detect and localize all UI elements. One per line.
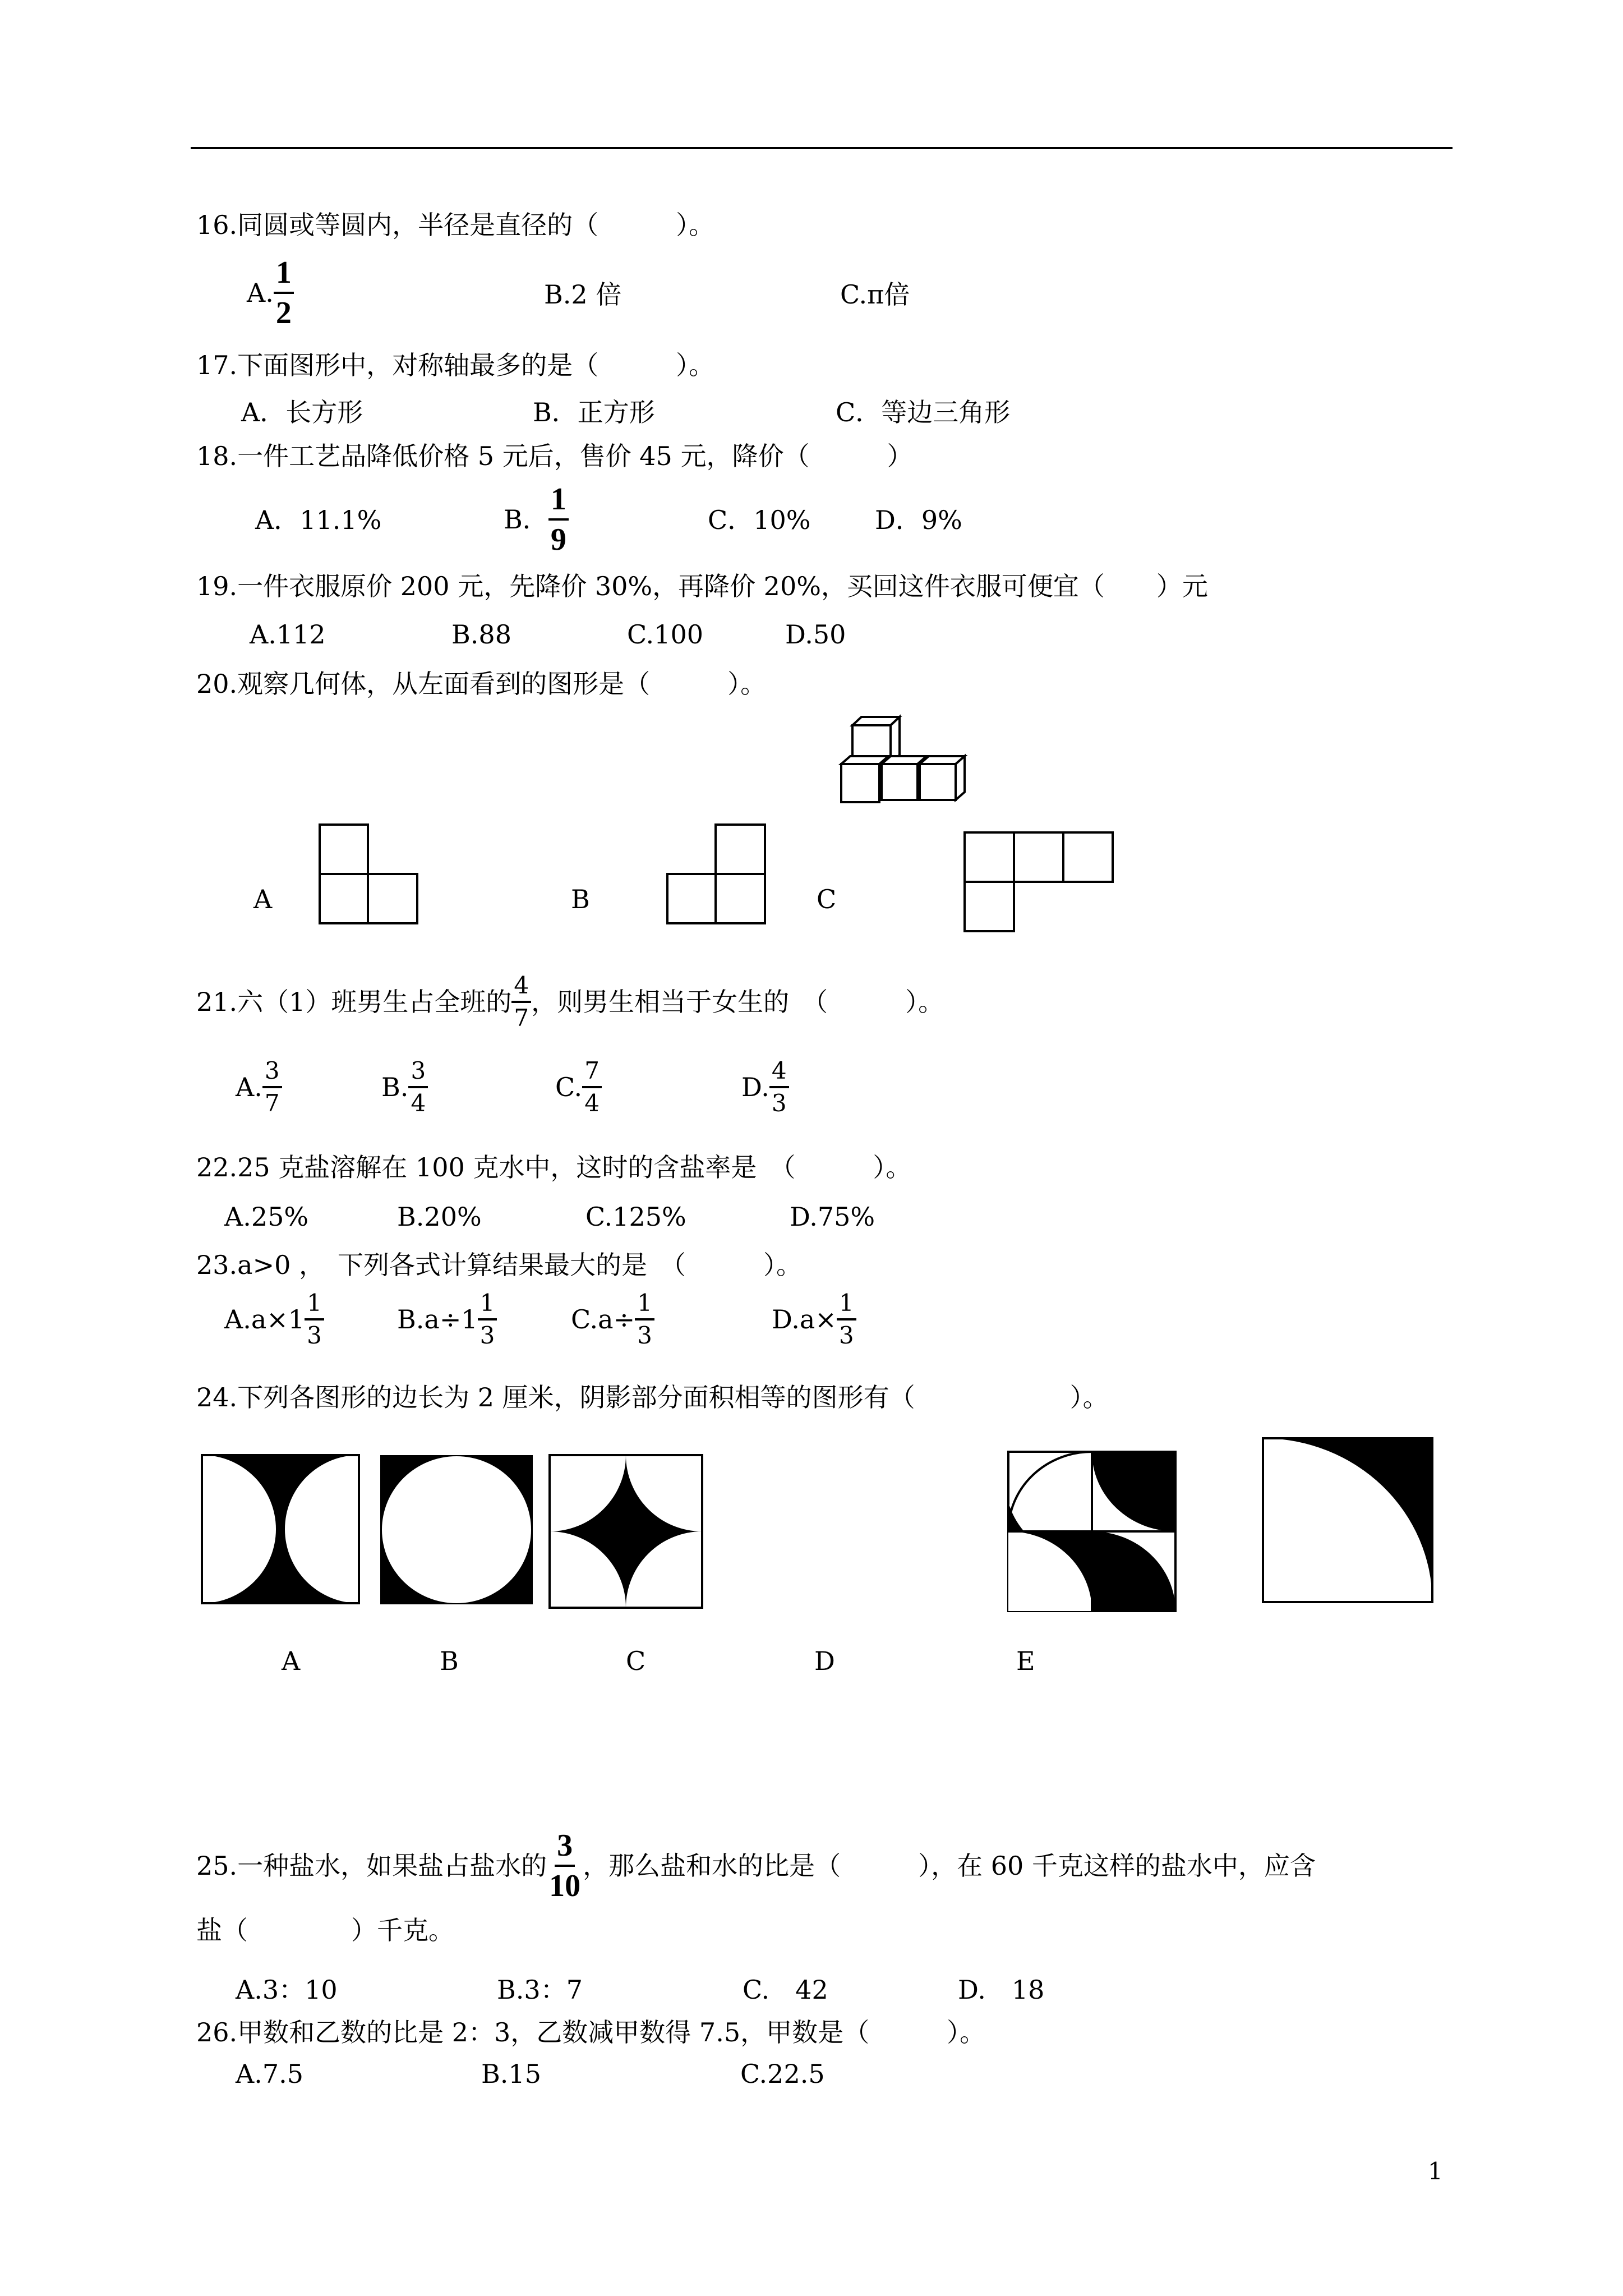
q20-solid-figure [836, 717, 987, 818]
q18-b-numerator: 1 [548, 484, 569, 521]
q25-stem-pre: 25.一种盐水，如果盐占盐水的 [196, 1851, 547, 1881]
q20-label-b: B [571, 884, 590, 914]
q25-stem-post: ，那么盐和水的比是（ ），在 60 千克这样的盐水中，应含 [583, 1851, 1316, 1881]
q21-a-numerator: 3 [262, 1059, 282, 1088]
q21-d-prefix: D. [741, 1072, 769, 1102]
q24-figure-c [548, 1454, 703, 1609]
q16-option-a [247, 257, 294, 329]
q23-d-numerator: 1 [837, 1291, 856, 1320]
q16-a-denominator: 2 [275, 296, 292, 330]
q17-option-b: B．正方形 [533, 397, 655, 427]
q23-d-prefix: D.a× [772, 1304, 837, 1335]
q23-stem: 23.a>0 ， 下列各式计算结果最大的是 （ ）。 [196, 1250, 803, 1280]
q24-label-a: A [282, 1646, 301, 1676]
q20-label-c: C [817, 884, 837, 914]
q26-option-b: B.15 [481, 2059, 541, 2089]
q18-option-a: A．11.1% [255, 505, 382, 535]
q24-figure-b [379, 1454, 534, 1605]
q21-a-denominator: 7 [264, 1089, 280, 1117]
q16-option-b: B.2 倍 [544, 279, 622, 310]
q23-option-b [397, 1291, 497, 1347]
q25-option-c: C. 42 [743, 1975, 828, 2005]
q23-c-numerator: 1 [635, 1291, 654, 1320]
q19-stem: 19.一件衣服原价 200 元，先降价 30%，再降价 20%，买回这件衣服可便宜（ ）元 [196, 571, 1208, 601]
header-rule [191, 147, 1453, 149]
q23-a-fraction [305, 1291, 324, 1347]
q21-option-d [741, 1059, 789, 1115]
q21-c-fraction [582, 1059, 602, 1115]
q23-c-denominator: 3 [637, 1322, 652, 1349]
q21-c-numerator: 7 [582, 1059, 602, 1088]
q26-option-a: A.7.5 [236, 2059, 303, 2089]
q21-option-c [555, 1059, 602, 1115]
q24-figure-e [1262, 1437, 1433, 1603]
q21-a-prefix: A. [236, 1072, 262, 1102]
q19-option-a: A.112 [250, 619, 326, 650]
q21-stem-fraction [511, 974, 531, 1030]
q20-option-b-figure [666, 823, 767, 927]
q23-option-c [571, 1291, 654, 1347]
q24-figure-a [201, 1454, 361, 1605]
q21-b-prefix: B. [381, 1072, 409, 1102]
q16-option-c: C.π倍 [840, 279, 910, 310]
q21-stem-denominator: 7 [514, 1004, 529, 1032]
q21-d-denominator: 3 [771, 1089, 787, 1117]
q23-a-prefix: A.a×1 [224, 1304, 305, 1335]
q26-stem: 26.甲数和乙数的比是 2：3，乙数减甲数得 7.5，甲数是（ ）。 [196, 2017, 986, 2047]
q21-stem-post: ，则男生相当于女生的 （ ）。 [531, 987, 944, 1017]
q21-b-numerator: 3 [408, 1059, 428, 1088]
q25-stem-denominator: 10 [549, 1869, 581, 1903]
q23-a-denominator: 3 [307, 1322, 322, 1349]
q23-d-fraction [837, 1291, 856, 1347]
q22-option-a: A.25% [224, 1202, 309, 1232]
q21-d-fraction [769, 1059, 789, 1115]
page-number: 1 [1428, 2157, 1443, 2185]
q23-c-prefix: C.a÷ [571, 1304, 635, 1335]
q21-a-fraction [262, 1059, 282, 1115]
q19-option-c: C.100 [627, 619, 703, 650]
q23-c-fraction [635, 1291, 654, 1347]
q22-option-d: D.75% [790, 1202, 875, 1232]
q22-option-c: C.125% [585, 1202, 686, 1232]
q21-b-fraction [408, 1059, 428, 1115]
q24-stem: 24.下列各图形的边长为 2 厘米，阴影部分面积相等的图形有（ ）。 [196, 1382, 1109, 1412]
q16-a-fraction [274, 257, 294, 329]
q16-a-numerator: 1 [274, 257, 294, 294]
q20-option-c-figure [963, 831, 1115, 935]
q21-c-denominator: 4 [584, 1089, 600, 1117]
q25-option-a: A.3：10 [236, 1975, 338, 2005]
q23-b-denominator: 3 [479, 1322, 495, 1349]
q23-option-d [772, 1291, 856, 1347]
q18-b-fraction [548, 484, 569, 555]
q25-stem-line2: 盐（ ）千克。 [196, 1915, 454, 1945]
q19-option-b: B.88 [451, 619, 511, 650]
q17-option-a: A．长方形 [241, 397, 363, 427]
q21-d-numerator: 4 [769, 1059, 789, 1088]
q23-a-numerator: 1 [305, 1291, 324, 1320]
q17-option-c: C．等边三角形 [836, 397, 1011, 427]
q18-option-b [504, 484, 569, 555]
q18-option-c: C．10% [708, 505, 811, 535]
q23-b-prefix: B.a÷1 [397, 1304, 478, 1335]
q21-option-b [381, 1059, 428, 1115]
q18-option-d: D．9% [875, 505, 962, 535]
q23-b-numerator: 1 [478, 1291, 497, 1320]
q20-option-a-figure [319, 823, 419, 927]
q25-stem-fraction [547, 1830, 583, 1902]
q22-stem: 22.25 克盐溶解在 100 克水中，这时的含盐率是 （ ）。 [196, 1152, 912, 1182]
q25-stem [196, 1830, 1316, 1902]
q18-b-denominator: 9 [550, 522, 566, 557]
q18-b-prefix: B． [504, 504, 548, 535]
q21-c-prefix: C. [555, 1072, 583, 1102]
q16-stem: 16.同圆或等圆内，半径是直径的（ ）。 [196, 210, 715, 240]
q24-label-d: D [814, 1646, 835, 1676]
q18-stem: 18.一件工艺品降低价格 5 元后，售价 45 元，降价（ ） [196, 441, 913, 471]
q23-option-a [224, 1291, 324, 1347]
q25-option-b: B.3：7 [497, 1975, 583, 2005]
q24-label-b: B [440, 1646, 459, 1676]
q23-b-fraction [478, 1291, 497, 1347]
q20-stem: 20.观察几何体，从左面看到的图形是（ ）。 [196, 669, 767, 699]
q17-stem: 17.下面图形中，对称轴最多的是（ ）。 [196, 350, 715, 380]
q23-d-denominator: 3 [838, 1322, 854, 1349]
q24-label-e: E [1016, 1646, 1035, 1676]
q19-option-d: D.50 [785, 619, 846, 650]
q16-a-prefix: A. [247, 278, 274, 308]
q24-label-c: C [626, 1646, 646, 1676]
q21-stem [196, 974, 944, 1030]
q21-option-a [236, 1059, 282, 1115]
q24-figure-d [1007, 1451, 1177, 1612]
q21-b-denominator: 4 [411, 1089, 426, 1117]
q25-stem-numerator: 3 [555, 1830, 575, 1867]
q21-stem-numerator: 4 [511, 974, 531, 1003]
q26-option-c: C.22.5 [740, 2059, 825, 2089]
q25-option-d: D. 18 [958, 1975, 1045, 2005]
q21-stem-pre: 21.六（1）班男生占全班的 [196, 987, 512, 1017]
q20-label-a: A [253, 884, 273, 914]
q22-option-b: B.20% [397, 1202, 482, 1232]
